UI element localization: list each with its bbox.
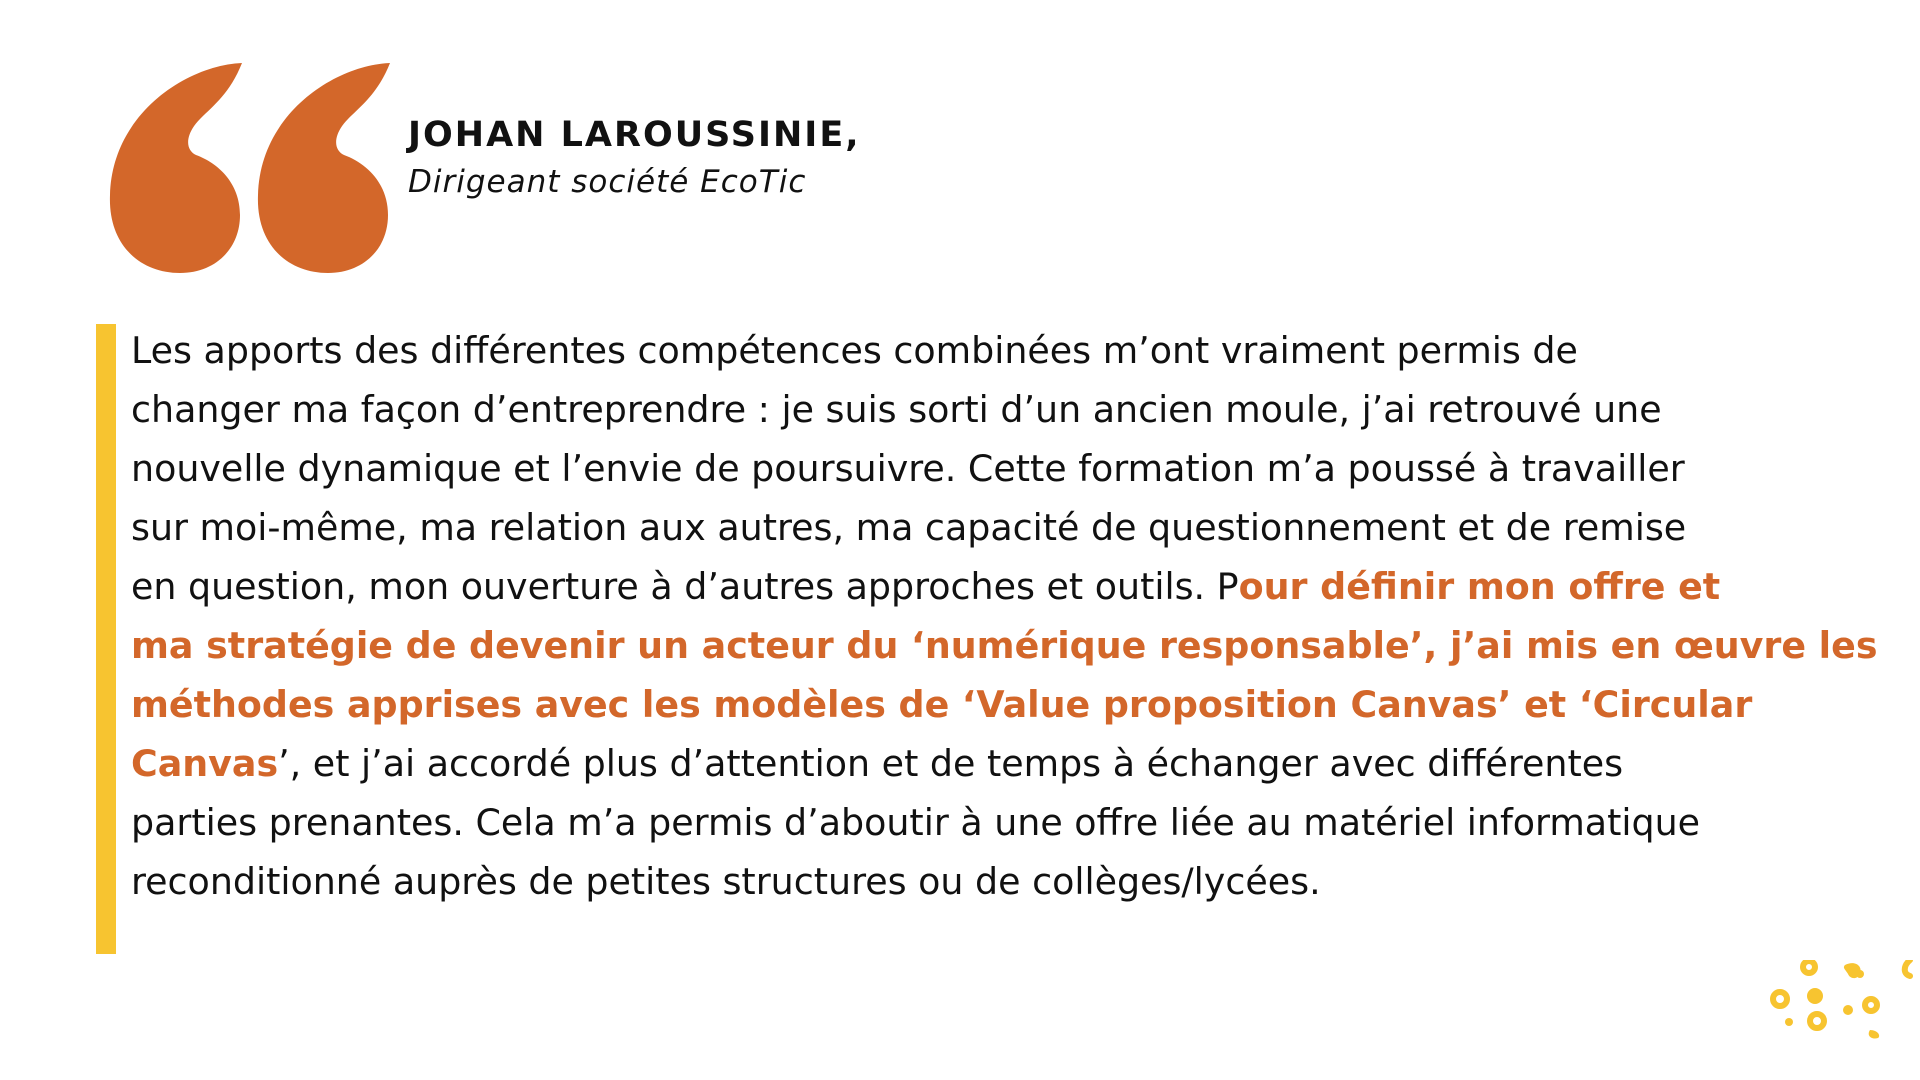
quote-line <box>131 734 1821 793</box>
highlighted-text: méthodes apprises avec les modèles de ‘Value proposition Canvas’ et ‘Circular <box>131 683 1753 726</box>
author-name: JOHAN LAROUSSINIE, <box>408 115 861 155</box>
highlighted-text: ma stratégie de devenir un acteur du ‘numérique responsable’, j’ai mis en œuvre les <box>131 624 1878 667</box>
quote-accent-bar <box>96 324 116 954</box>
author-role: Dirigeant société EcoTic <box>408 164 807 200</box>
quote-line: reconditionné auprès de petites structures ou de collèges/lycées. <box>131 860 1321 903</box>
quote-line: parties prenantes. Cela m’a permis d’aboutir à une offre liée au matériel informatique <box>131 801 1701 844</box>
quote-text-segment: ’, et j’ai accordé plus d’attention et de temps à échanger avec différentes <box>278 742 1624 785</box>
quote-line: Les apports des différentes compétences combinées m’ont vraiment permis de <box>131 329 1578 372</box>
quote-line: nouvelle dynamique et l’envie de poursuivre. Cette formation m’a poussé à travailler <box>131 447 1685 490</box>
testimonial-text <box>131 321 1878 911</box>
quote-line: changer ma façon d’entreprendre : je suis sorti d’un ancien moule, j’ai retrouvé une <box>131 388 1662 431</box>
quote-line <box>131 557 1821 616</box>
double-opening-quote-icon <box>100 55 400 285</box>
highlighted-text: Canvas <box>131 742 279 785</box>
author-block <box>408 115 861 200</box>
highlighted-text: our définir mon offre et <box>1238 565 1721 608</box>
quote-line: sur moi-même, ma relation aux autres, ma capacité de questionnement et de remise <box>131 506 1687 549</box>
quote-text-segment: en question, mon ouverture à d’autres approches et outils. P <box>131 565 1239 608</box>
confetti-decoration-icon <box>1760 960 1920 1080</box>
